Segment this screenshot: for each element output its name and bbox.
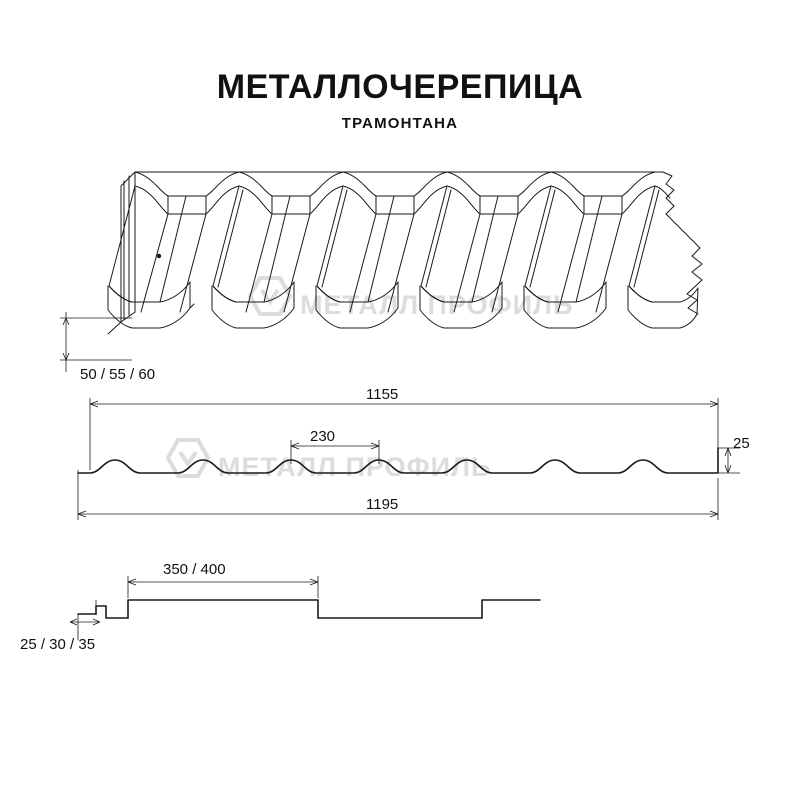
watermark-text-bottom: МЕТАЛЛ ПРОФИЛЬ — [218, 452, 492, 482]
watermark-logo-icon-top — [250, 278, 290, 314]
page-subtitle: ТРАМОНТАНА — [341, 115, 459, 132]
dimension-useful-width: 1155 — [366, 386, 399, 403]
dimension-total-width: 1195 — [366, 496, 399, 513]
isometric-sheet-view — [108, 172, 702, 334]
profile-dimension-lines — [78, 398, 740, 520]
dimension-wave-depth: 25 / 30 / 35 — [20, 636, 96, 653]
step-section-view — [78, 600, 540, 618]
dimension-wave-pitch: 230 — [310, 428, 336, 445]
dimension-step-length: 350 / 400 — [163, 561, 226, 578]
page-title: МЕТАЛЛОЧЕРЕПИЦА — [216, 68, 584, 106]
watermark-text-top: МЕТАЛЛ ПРОФИЛЬ — [300, 290, 574, 320]
watermark-logo-icon-bottom — [168, 440, 208, 476]
dimension-step-height: 50 / 55 / 60 — [80, 366, 156, 383]
dimension-profile-height: 25 — [733, 435, 750, 452]
step-dimension-lines — [70, 576, 318, 640]
